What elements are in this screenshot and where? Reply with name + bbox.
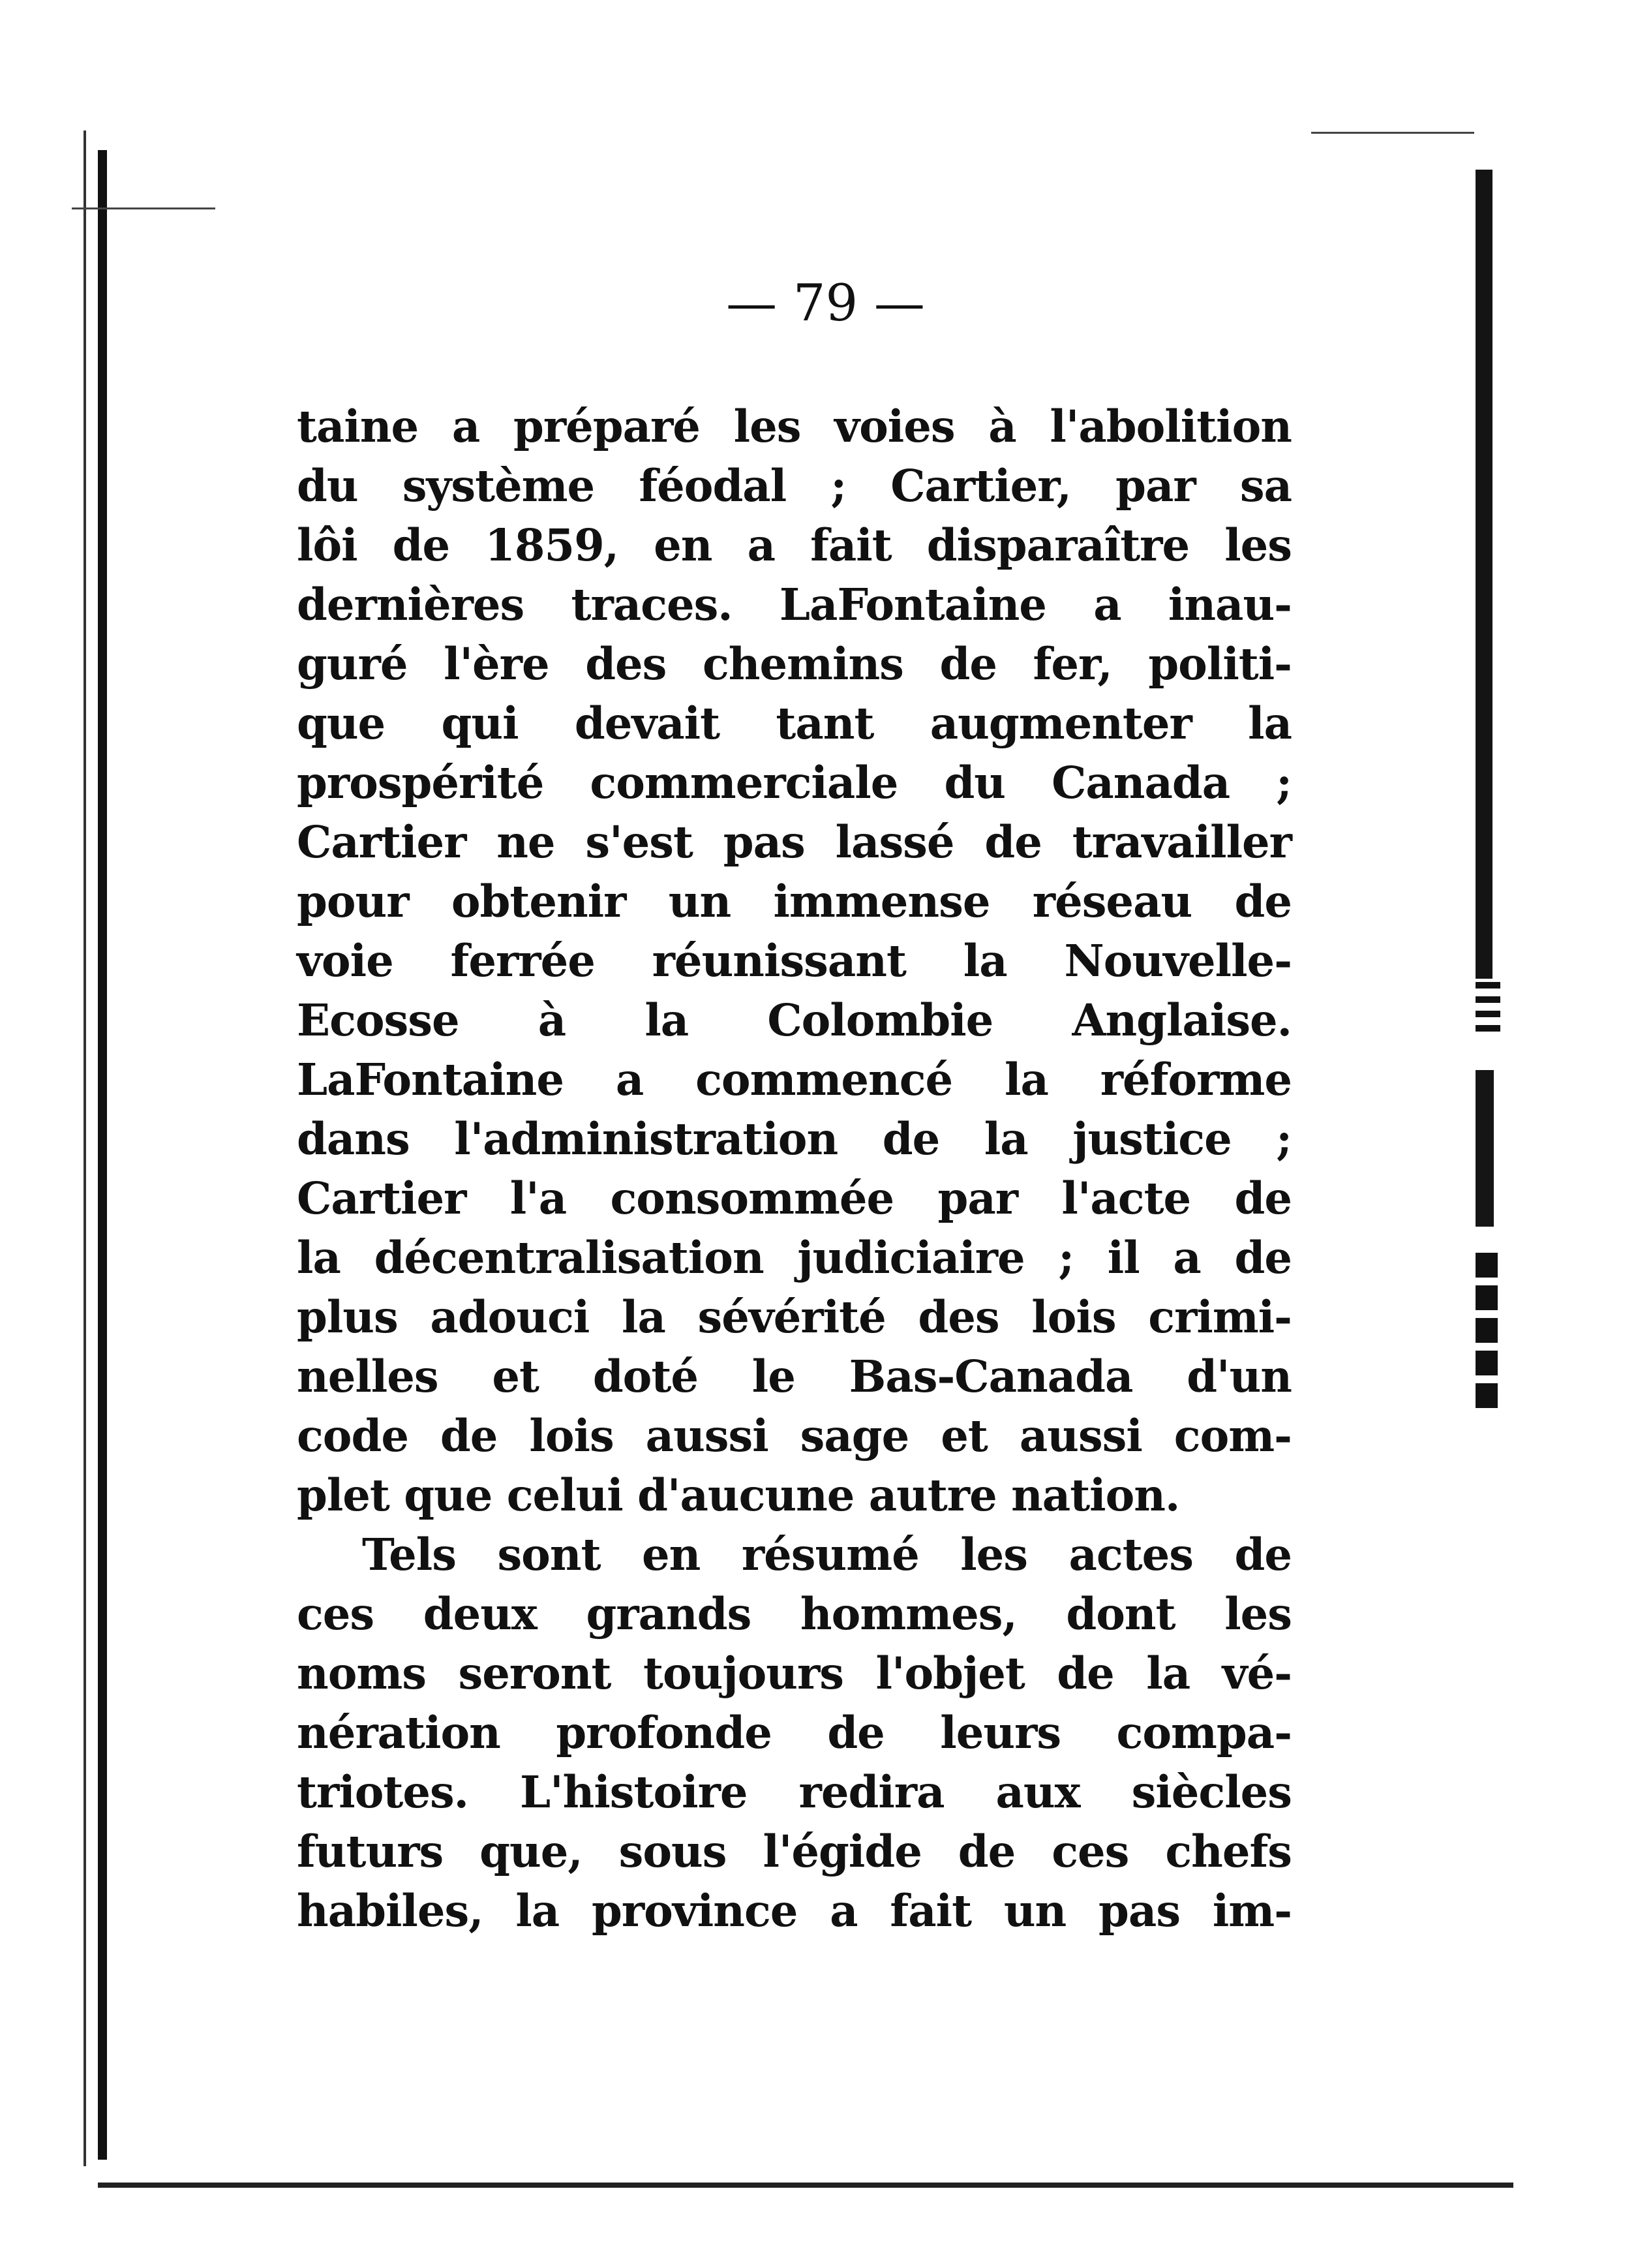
text-line: habiles, la province a fait un pas im-	[297, 1885, 1292, 1937]
text-line: pour obtenir un immense réseau de	[297, 876, 1292, 927]
text-line: plet que celui d'aucune autre nation.	[297, 1469, 1180, 1521]
text-line: noms seront toujours l'objet de la vé-	[297, 1647, 1292, 1699]
text-line: taine a préparé les voies à l'abolition	[297, 401, 1292, 452]
text-line: code de lois aussi sage et aussi com-	[297, 1410, 1292, 1462]
bottom-edge-artifact	[98, 2183, 1513, 2188]
text-line: que qui devait tant augmenter la	[297, 697, 1292, 749]
text-line: nération profonde de leurs compa-	[297, 1707, 1292, 1758]
text-line: dans l'administration de la justice ;	[297, 1113, 1292, 1165]
top-right-rule-artifact	[1311, 132, 1474, 134]
right-edge-artifact-3	[1476, 1253, 1498, 1416]
text-line: lôi de 1859, en a fait disparaître les	[297, 519, 1292, 571]
left-edge-thin-artifact	[83, 130, 86, 2166]
text-line: ces deux grands hommes, dont les	[297, 1588, 1292, 1640]
page-number: — 79 —	[726, 274, 925, 333]
right-edge-artifact-2	[1476, 1070, 1494, 1227]
text-line: guré l'ère des chemins de fer, politi-	[297, 638, 1292, 690]
text-line: futurs que, sous l'égide de ces chefs	[297, 1826, 1292, 1877]
right-edge-lines-artifact	[1476, 982, 1500, 1034]
text-line: Cartier ne s'est pas lassé de travailler	[297, 816, 1292, 868]
text-line: voie ferrée réunissant la Nouvelle-	[297, 935, 1292, 987]
text-line: prospérité commerciale du Canada ;	[297, 757, 1292, 808]
text-line: nelles et doté le Bas-Canada d'un	[297, 1351, 1292, 1402]
top-left-rule-artifact	[72, 207, 215, 209]
left-binding-edge	[98, 150, 107, 2160]
text-line: plus adouci la sévérité des lois crimi-	[297, 1291, 1292, 1343]
text-line: Ecosse à la Colombie Anglaise.	[297, 994, 1292, 1046]
text-line: LaFontaine a commencé la réforme	[297, 1054, 1292, 1105]
text-line: la décentralisation judiciaire ; il a de	[297, 1232, 1292, 1283]
text-line: Tels sont en résumé les actes de	[362, 1529, 1292, 1580]
text-line: du système féodal ; Cartier, par sa	[297, 460, 1292, 512]
text-line: dernières traces. LaFontaine a inau-	[297, 579, 1292, 630]
body-text	[297, 397, 1292, 1940]
text-line: triotes. L'histoire redira aux siècles	[297, 1766, 1292, 1818]
text-line: Cartier l'a consommée par l'acte de	[297, 1172, 1292, 1224]
